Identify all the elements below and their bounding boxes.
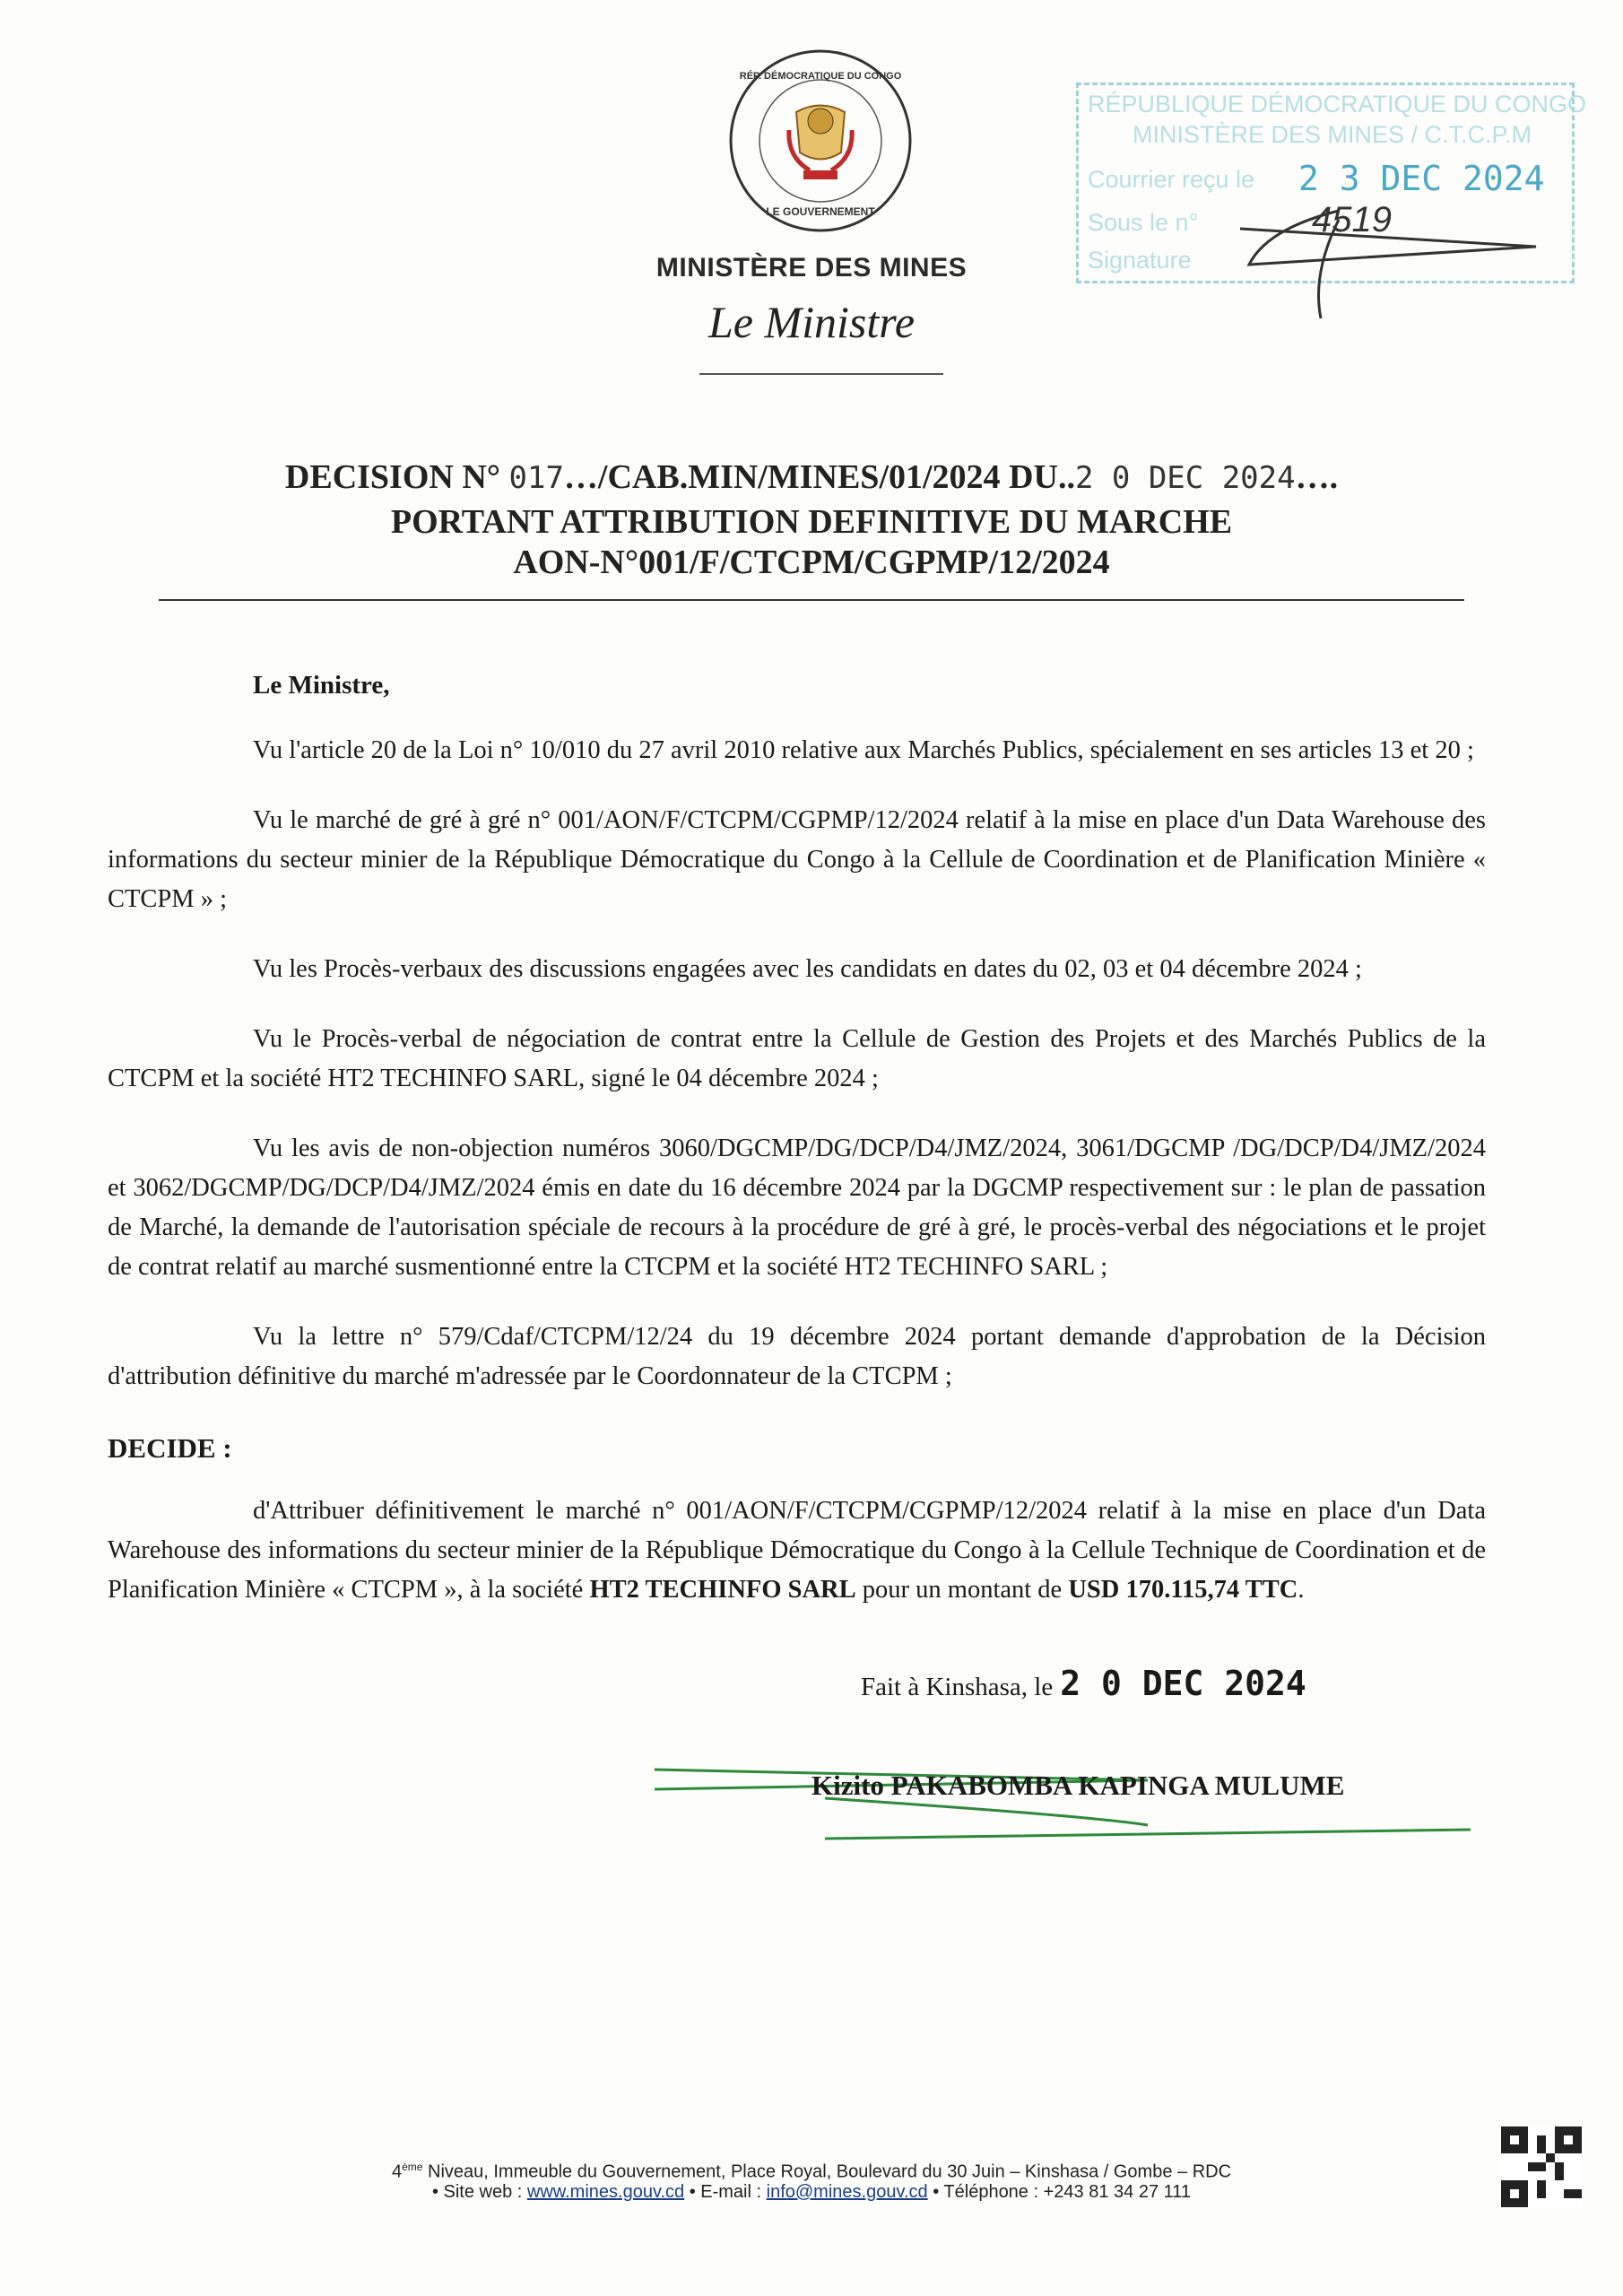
salutation: Le Ministre, [253,671,390,700]
decision-text: d'Attribuer définitivement le marché n° 001/AON/F/CTCPM/CGPMP/12/2024 relatif à la mise en place d'un Data Warehouse des informations du secteur minier de la République Démocratique du Congo à la Cellule Technique de Coordination et de Planification Minière « CTCPM », à la société [108,1497,1486,1604]
stamp-signature-icon [1231,220,1545,327]
awarded-company: HT2 TECHINFO SARL [589,1576,856,1604]
amount-prefix: pour un montant de [855,1576,1069,1604]
considerant-2: Vu le marché de gré à gré n° 001/AON/F/CTCPM/CGPMP/12/2024 relatif à la mise en place d'un Data Warehouse des informations du secteur minier de la République Démocratique du Congo à la Cellule de Coordination et de Planification Minière « CTCPM » ; [108,806,1486,913]
signature-date: 2 0 DEC 2024 [1060,1664,1306,1703]
stamp-line4: Sous le n° [1088,209,1199,236]
closing-block [108,1664,1486,1843]
title-rule [159,599,1464,601]
stamp-number: 4519 [1312,200,1392,239]
title-prefix: DECISION N° [284,458,509,496]
stamp-line2: MINISTÈRE DES MINES / C.T.C.P.M [1133,121,1532,148]
floor-number: 4 [391,2161,403,2182]
decision-date: 2 0 DEC 2024 [1074,460,1296,496]
address-text: Niveau, Immeuble du Gouvernement, Place Royal, Boulevard du 30 Juin – Kinshasa / Gombe – RDC [422,2161,1232,2182]
decide-heading: DECIDE : [108,1432,232,1464]
ministry-name: MINISTÈRE DES MINES [655,253,968,283]
phone-label: • Téléphone : [927,2182,1044,2202]
place-date [861,1664,1306,1703]
signatory-name: Kizito PAKABOMBA KAPINGA MULUME [812,1770,1345,1801]
floor-suffix: ème [402,2161,423,2173]
considerant-4: Vu le Procès-verbal de négociation de contrat entre la Cellule de Gestion des Projets et des Marchés Publics de la CTCPM et la société HT2 TECHINFO SARL, signé le 04 décembre 2024 ; [108,1025,1486,1092]
footer-contacts [269,2181,1354,2203]
decision-article [108,1492,1486,1610]
considerant-5: Vu les avis de non-objection numéros 3060/DGCMP/DG/DCP/D4/JMZ/2024, 3061/DGCMP /DG/DCP/D4/JMZ/2024 et 3062/DGCMP/DG/DCP/D4/JMZ/2024 émis en date du 16 décembre 2024 par la DGCMP respectivement sur : le plan de passation de Marché, la demande de l'autorisation spéciale de recours à la procédure de gré à gré, le procès-verbal des négociations et le projet de contrat relatif au marché susmentionné entre la CTCPM et la société HT2 TECHINFO SARL ; [108,1135,1486,1281]
stamp-line5: Signature [1088,247,1192,274]
title-suffix: …. [1295,458,1339,496]
svg-text:LE GOUVERNEMENT: LE GOUVERNEMENT [766,205,875,218]
website-link[interactable]: www.mines.gouv.cd [526,2182,685,2202]
email-link[interactable]: info@mines.gouv.cd [766,2182,928,2202]
phone-number: +243 81 34 27 111 [1043,2182,1192,2202]
decision-number: 017 [508,460,564,496]
title-reference: …/CAB.MIN/MINES/01/2024 DU.. [563,458,1075,496]
svg-text:RÉP. DÉMOCRATIQUE DU CONGO: RÉP. DÉMOCRATIQUE DU CONGO [739,71,902,82]
email-label: • E-mail : [684,2182,767,2202]
office-title: Le Ministre [707,297,916,347]
decision-subtitle: PORTANT ATTRIBUTION DEFINITIVE DU MARCHE [390,503,1233,541]
award-amount: USD 170.115,74 TTC [1068,1576,1298,1604]
stamp-line3: Courrier reçu le [1088,166,1255,193]
footer-address [269,2156,1354,2183]
reception-stamp [1076,83,1587,283]
decision-title [108,457,1515,497]
considerant-1: Vu l'article 20 de la Loi n° 10/010 du 27 avril 2010 relative aux Marchés Publics, spécialement en ses articles 13 et 20 ; [253,736,1474,764]
decision-end: . [1298,1576,1305,1604]
decision-body [108,671,1486,1843]
stamp-date: 2 3 DEC 2024 [1298,159,1545,198]
considerant-6: Vu la lettre n° 579/Cdaf/CTCPM/12/24 du 19 décembre 2024 portant demande d'approbation de la Décision d'attribution définitive du marché m'adressée par le Coordonnateur de la CTCPM ; [108,1323,1486,1390]
site-label: • Site web : [431,2182,527,2202]
qr-code-icon [1501,2126,1582,2207]
header-divider [699,373,943,375]
stamp-line1: RÉPUBLIQUE DÉMOCRATIQUE DU CONGO [1088,91,1587,117]
market-reference: AON-N°001/F/CTCPM/CGPMP/12/2024 [513,544,1110,581]
place: Fait à Kinshasa, le [861,1673,1054,1701]
considerant-3: Vu les Procès-verbaux des discussions engagées avec les candidats en dates du 02, 03 et 04 décembre 2024 ; [253,955,1362,983]
government-seal-logo [725,45,917,238]
